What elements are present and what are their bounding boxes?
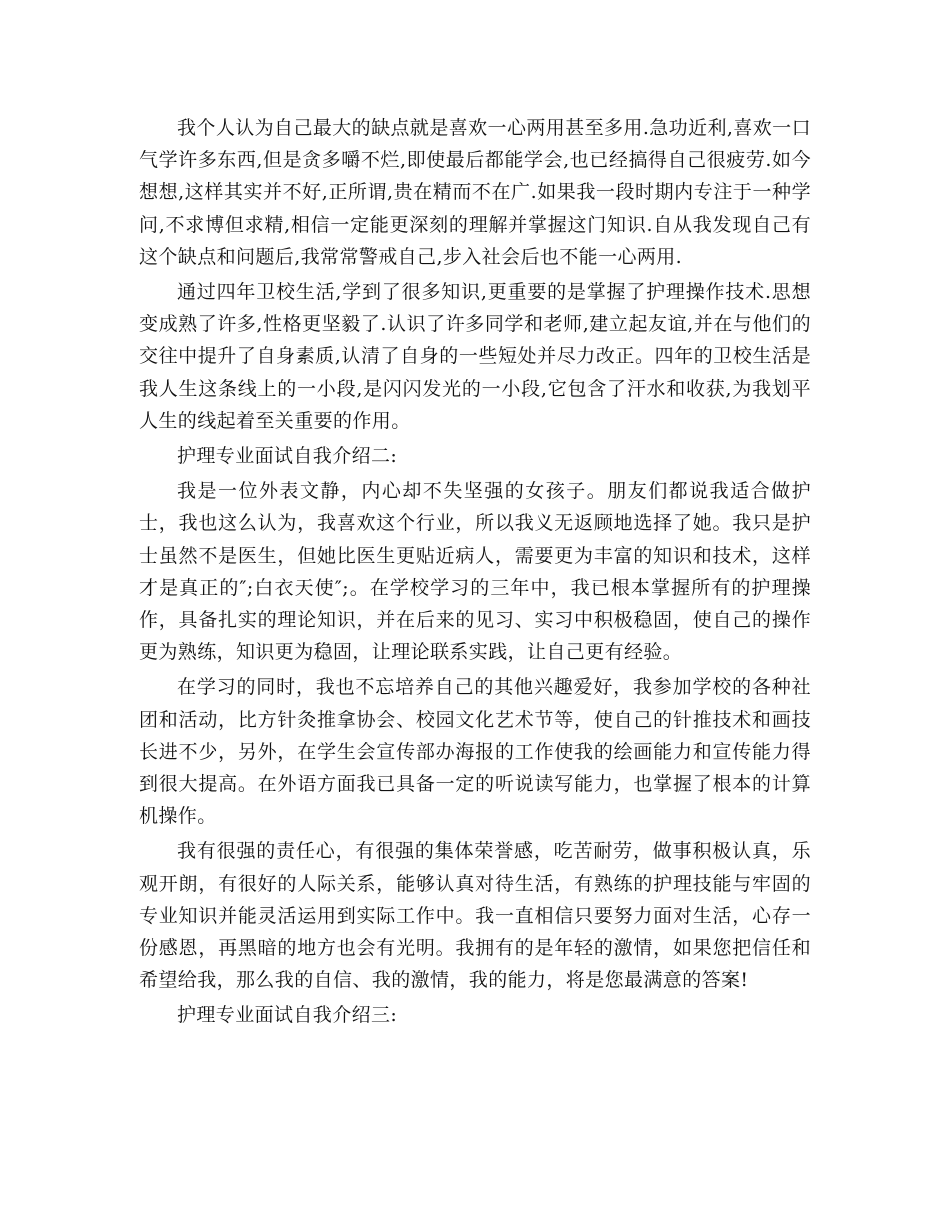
paragraph-intro-two: 我是一位外表文静，内心却不失坚强的女孩子。朋友们都说我适合做护士，我也这么认为，我喜欢这个行业，所以我义无返顾地选择了她。我只是护士虽然不是医生，但她比医生更贴近病人，需要更为丰富的知识和技术，这样才是真正的″;白衣天使″;。在学校学习的三年中，我已根本掌握所有的护理操作，具备扎实的理论知识，并在后来的见习、实习中积极稳固，使自己的操作更为熟练，知识更为稳固，让理论联系实践，让自己更有经验。 bbox=[139, 480, 811, 664]
section-heading-three: 护理专业面试自我介绍三: bbox=[177, 1004, 398, 1027]
paragraph-school-life: 通过四年卫校生活,学到了很多知识,更重要的是掌握了护理操作技术.思想变成熟了许多,性格更坚毅了.认识了许多同学和老师,建立起友谊,并在与他们的交往中提升了自身素质,认清了自身的一些短处并尽力改正。四年的卫校生活是我人生这条线上的一小段,是闪闪发光的一小段,它包含了汗水和收获,为我划平人生的线起着至关重要的作用。 bbox=[139, 281, 811, 432]
paragraph-personality: 我有很强的责任心，有很强的集体荣誉感，吃苦耐劳，做事积极认真，乐观开朗，有很好的人际关系，能够认真对待生活，有熟练的护理技能与牢固的专业知识并能灵活运用到实际工作中。我一直相信只要努力面对生活，心存一份感恩，再黑暗的地方也会有光明。我拥有的是年轻的激情，如果您把信任和希望给我，那么我的自信、我的激情，我的能力，将是您最满意的答案! bbox=[139, 840, 811, 992]
document-body bbox=[139, 112, 811, 1035]
section-heading-two: 护理专业面试自我介绍二: bbox=[177, 445, 398, 468]
paragraph-hobbies: 在学习的同时，我也不忘培养自己的其他兴趣爱好，我参加学校的各种社团和活动，比方针灸推拿协会、校园文化艺术节等，使自己的针推技术和画技长进不少，另外，在学生会宣传部办海报的工作使我的绘画能力和宣传能力得到很大提高。在外语方面我已具备一定的听说读写能力，也掌握了根本的计算机操作。 bbox=[139, 676, 811, 828]
paragraph-shortcoming: 我个人认为自己最大的缺点就是喜欢一心两用甚至多用.急功近利,喜欢一口气学许多东西,但是贪多嚼不烂,即使最后都能学会,也已经搞得自己很疲劳.如今想想,这样其实并不好,正所谓,贵在精而不在广.如果我一段时期内专注于一种学问,不求博但求精,相信一定能更深刻的理解并掌握这门知识.自从我发现自己有这个缺点和问题后,我常常警戒自己,步入社会后也不能一心两用. bbox=[139, 117, 811, 268]
